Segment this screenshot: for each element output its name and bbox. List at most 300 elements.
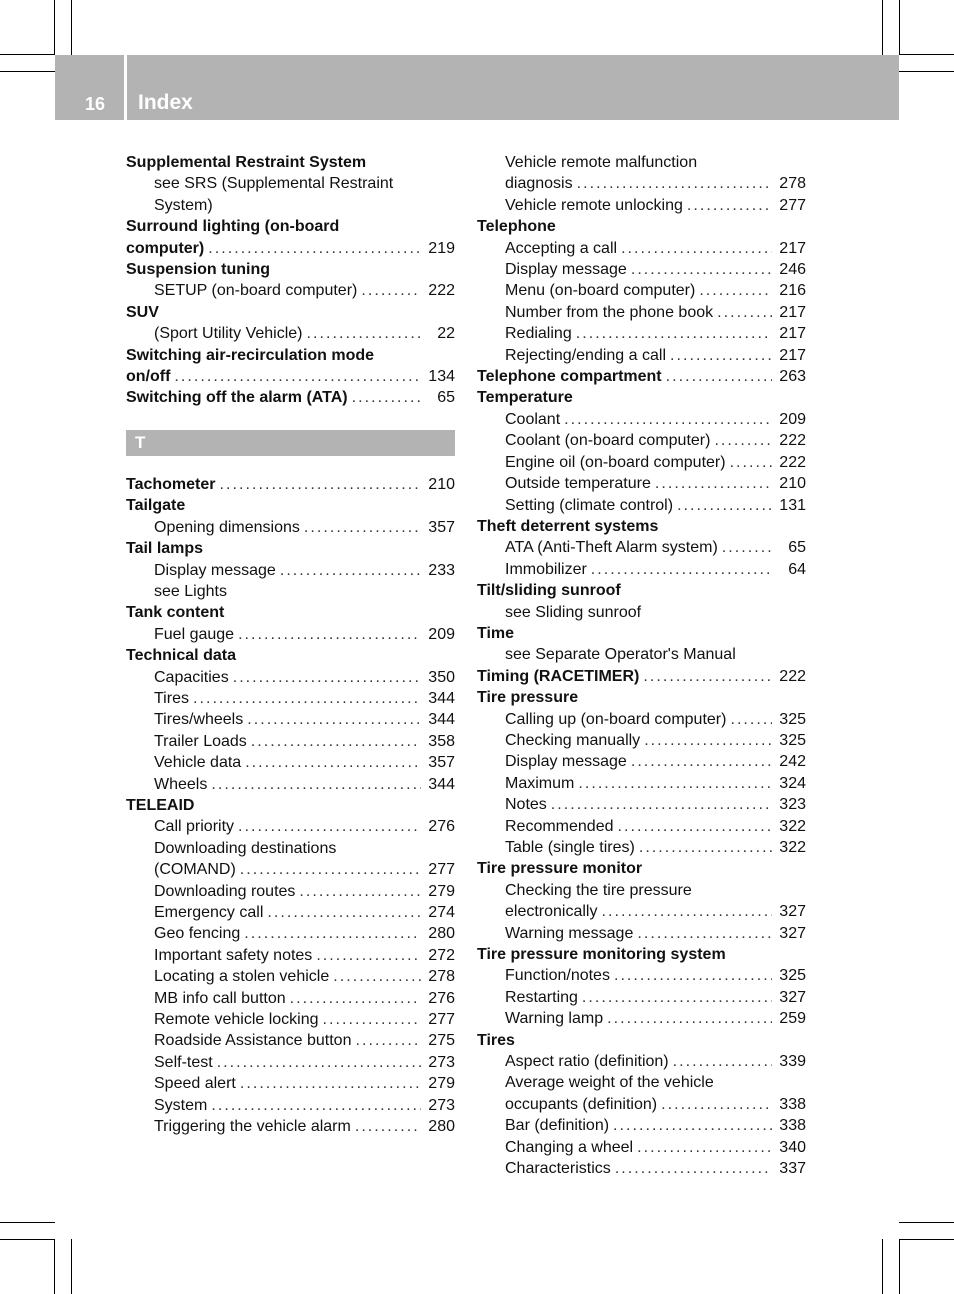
index-heading: Surround lighting (on-board	[126, 218, 340, 236]
crop-mark	[899, 71, 954, 72]
page-ref: 246	[779, 261, 806, 279]
index-entry[interactable]	[477, 323, 806, 344]
crop-mark	[0, 71, 55, 72]
entry-label: Opening dimensions	[154, 518, 300, 536]
index-entry[interactable]	[477, 837, 806, 858]
page-ref: 65	[788, 539, 806, 557]
page-ref: 233	[428, 561, 455, 579]
leader-dots	[244, 923, 421, 944]
crop-mark	[54, 1239, 55, 1294]
leader-dots	[730, 452, 772, 473]
leader-dots	[714, 430, 772, 451]
page-ref: 131	[779, 496, 806, 514]
page-ref: 209	[779, 410, 806, 428]
entry-label: Switching off the alarm (ATA)	[126, 389, 348, 407]
page-ref: 277	[428, 861, 455, 879]
page-ref: 327	[779, 924, 806, 942]
entry-label: Fuel gauge	[154, 625, 235, 643]
page-ref: 274	[428, 904, 455, 921]
index-entry[interactable]	[477, 901, 806, 922]
see-reference[interactable]: see Lights	[154, 582, 227, 600]
index-heading: Tail lamps	[126, 540, 204, 558]
leader-dots	[217, 1052, 421, 1073]
index-entry[interactable]	[126, 859, 455, 880]
page-ref: 280	[428, 1118, 455, 1136]
leader-dots	[355, 1116, 421, 1137]
index-entry[interactable]	[477, 794, 806, 815]
index-entry[interactable]	[126, 816, 455, 837]
leader-dots	[316, 945, 421, 966]
index-entry[interactable]	[126, 1030, 455, 1051]
index-entry[interactable]	[477, 345, 806, 366]
page-ref: 217	[779, 346, 806, 364]
index-entry[interactable]	[477, 1008, 806, 1029]
index-heading: Telephone	[477, 218, 556, 236]
page-ref: 273	[428, 1053, 455, 1071]
entry-label: Display message	[505, 261, 627, 279]
crop-mark	[882, 0, 883, 55]
page-ref: 337	[779, 1160, 806, 1178]
page-ref: 339	[779, 1053, 806, 1071]
index-entry[interactable]	[477, 559, 806, 580]
header-divider	[124, 55, 127, 120]
index-heading: TELEAID	[126, 796, 195, 814]
entry-label: Number from the phone book	[505, 303, 714, 321]
entry-label: Remote vehicle locking	[154, 1011, 319, 1029]
page-ref: 357	[428, 518, 455, 536]
entry-label: Display message	[154, 561, 276, 579]
page-header	[55, 55, 899, 120]
entry-label: Changing a wheel	[505, 1138, 634, 1156]
leader-dots	[193, 688, 421, 709]
index-entry[interactable]	[477, 409, 806, 430]
entry-label: Redialing	[505, 325, 572, 343]
leader-dots	[299, 881, 421, 902]
crop-mark	[899, 54, 954, 55]
index-entry[interactable]	[477, 1137, 806, 1158]
entry-label: Bar (definition)	[505, 1117, 610, 1135]
page-ref: 275	[428, 1032, 455, 1050]
index-entry[interactable]	[477, 430, 806, 451]
entry-label: occupants (definition)	[505, 1095, 658, 1113]
entry-label: Engine oil (on-board computer)	[505, 453, 726, 471]
entry-label: Warning message	[505, 924, 634, 942]
entry-label: Rejecting/ending a call	[505, 346, 666, 364]
entry-label: Average weight of the vehicle	[505, 1074, 714, 1092]
index-entry[interactable]	[477, 195, 806, 216]
page-ref: 65	[437, 389, 455, 407]
index-entry[interactable]	[126, 1052, 455, 1073]
page-ref: 325	[779, 710, 806, 728]
entry-label: Tachometer	[126, 475, 216, 493]
entry-label: Maximum	[505, 774, 575, 792]
page-ref: 273	[428, 1096, 455, 1114]
entry-label: Calling up (on-board computer)	[505, 710, 727, 728]
page-ref: 277	[428, 1011, 455, 1029]
index-entry[interactable]	[126, 688, 455, 709]
index-entry[interactable]	[126, 966, 455, 987]
index-entry[interactable]	[477, 987, 806, 1008]
index-entry[interactable]	[126, 517, 455, 538]
entry-label: MB info call button	[154, 989, 286, 1007]
entry-label: Geo fencing	[154, 925, 241, 943]
leader-dots	[643, 666, 772, 687]
entry-label: Vehicle remote unlocking	[505, 196, 683, 214]
page-ref: 338	[779, 1095, 806, 1113]
page-ref: 278	[779, 175, 806, 193]
index-entry[interactable]	[126, 1009, 455, 1030]
index-entry[interactable]	[126, 667, 455, 688]
entry-label: Downloading routes	[154, 882, 296, 900]
leader-dots	[661, 1094, 772, 1115]
index-entry[interactable]	[126, 881, 455, 902]
leader-dots	[220, 474, 421, 495]
index-entry[interactable]	[477, 1094, 806, 1115]
leader-dots	[280, 560, 421, 581]
page-ref: 209	[428, 625, 455, 643]
index-entry[interactable]	[126, 752, 455, 773]
entry-label: Characteristics	[505, 1160, 611, 1178]
page-ref: 22	[437, 325, 455, 343]
index-entry[interactable]	[126, 731, 455, 752]
index-entry[interactable]	[477, 1158, 806, 1179]
index-entry[interactable]	[126, 1116, 455, 1137]
index-entry[interactable]	[477, 302, 806, 323]
leader-dots	[251, 731, 421, 752]
leader-dots	[355, 1030, 421, 1051]
entry-label: Aspect ratio (definition)	[505, 1053, 669, 1071]
see-reference: see SRS (Supplemental Restraint	[154, 175, 394, 193]
entry-label: diagnosis	[505, 175, 573, 193]
index-entry[interactable]	[126, 238, 455, 259]
leader-dots	[607, 1008, 772, 1029]
page-ref: 222	[428, 282, 455, 300]
index-column-right	[477, 152, 806, 1180]
see-reference: System)	[154, 196, 213, 214]
leader-dots	[290, 988, 421, 1009]
entry-label: Call priority	[154, 818, 235, 836]
leader-dots	[240, 1073, 421, 1094]
leader-dots	[730, 709, 772, 730]
leader-dots	[631, 259, 772, 280]
leader-dots	[238, 816, 421, 837]
entry-label: Wheels	[154, 775, 208, 793]
entry-label: SETUP (on-board computer)	[154, 282, 358, 300]
entry-label: Vehicle remote malfunction	[505, 154, 698, 171]
leader-dots	[361, 280, 421, 301]
index-entry[interactable]	[477, 923, 806, 944]
index-entry[interactable]	[477, 259, 806, 280]
page-ref: 344	[428, 689, 455, 707]
leader-dots	[639, 837, 772, 858]
index-entry[interactable]	[477, 1115, 806, 1136]
page-ref: 279	[428, 882, 455, 900]
leader-dots	[577, 173, 772, 194]
leader-dots	[238, 624, 421, 645]
page-ref: 277	[779, 196, 806, 214]
index-entry[interactable]	[477, 666, 806, 687]
index-entry[interactable]	[126, 323, 455, 344]
index-entry[interactable]	[126, 945, 455, 966]
entry-label: Coolant (on-board computer)	[505, 432, 711, 450]
page-ref: 358	[428, 732, 455, 750]
index-entry[interactable]	[126, 902, 455, 923]
leader-dots	[352, 387, 421, 408]
leader-dots	[576, 323, 772, 344]
entry-label: ATA (Anti-Theft Alarm system)	[505, 539, 718, 557]
entry-label: Notes	[505, 796, 547, 814]
crop-mark	[0, 54, 55, 55]
leader-dots	[655, 473, 772, 494]
page-number: 16	[85, 94, 106, 114]
leader-dots	[614, 965, 772, 986]
entry-label: Tires	[154, 689, 189, 707]
page-ref: 327	[779, 903, 806, 921]
page-ref: 278	[428, 968, 455, 986]
page-ref: 325	[779, 731, 806, 749]
page-ref: 217	[779, 325, 806, 343]
page-ref: 322	[779, 817, 806, 835]
page-ref: 350	[428, 668, 455, 686]
leader-dots	[174, 366, 421, 387]
page-ref: 344	[428, 775, 455, 793]
entry-label: Checking the tire pressure	[505, 881, 692, 899]
entry-label: (Sport Utility Vehicle)	[154, 325, 303, 343]
index-entry[interactable]	[126, 387, 455, 408]
index-entry[interactable]	[477, 816, 806, 837]
page-ref: 357	[428, 754, 455, 772]
entry-label: Outside temperature	[505, 475, 651, 493]
entry-label: Trailer Loads	[154, 732, 247, 750]
index-entry[interactable]	[126, 560, 455, 581]
index-heading: SUV	[126, 303, 159, 321]
leader-dots	[722, 537, 772, 558]
page-ref: 64	[788, 560, 806, 578]
leader-dots	[333, 966, 421, 987]
entry-label: Accepting a call	[505, 239, 618, 257]
leader-dots	[564, 409, 772, 430]
page-ref: 323	[779, 796, 806, 814]
crop-mark	[0, 1222, 55, 1223]
index-entry[interactable]	[477, 709, 806, 730]
page-ref: 325	[779, 967, 806, 985]
leader-dots	[644, 730, 772, 751]
index-heading: Supplemental Restraint System	[126, 154, 367, 171]
leader-dots	[240, 859, 421, 880]
crop-mark	[899, 1239, 900, 1294]
leader-dots	[637, 1137, 772, 1158]
index-column-left	[126, 152, 455, 1137]
index-entry[interactable]	[477, 751, 806, 772]
entry-label: Vehicle data	[154, 754, 242, 772]
crop-mark	[899, 0, 900, 55]
entry-label: (COMAND)	[154, 861, 236, 879]
page-ref: 219	[428, 239, 455, 257]
leader-dots	[666, 366, 772, 387]
crop-mark	[899, 1222, 954, 1223]
page-ref: 210	[779, 475, 806, 493]
entry-label: Warning lamp	[505, 1010, 604, 1028]
index-entry[interactable]	[126, 1095, 455, 1116]
index-entry[interactable]	[126, 923, 455, 944]
index-heading: Tire pressure	[477, 689, 579, 707]
crop-mark	[0, 1239, 55, 1240]
page-ref: 279	[428, 1075, 455, 1093]
leader-dots	[323, 1009, 421, 1030]
leader-dots	[717, 302, 772, 323]
index-entry[interactable]	[477, 280, 806, 301]
page-ref: 280	[428, 925, 455, 943]
entry-label: Telephone compartment	[477, 368, 662, 386]
page-ref: 222	[779, 453, 806, 471]
page-ref: 276	[428, 989, 455, 1007]
leader-dots	[699, 280, 772, 301]
index-heading: Time	[477, 624, 515, 642]
index-heading: Tank content	[126, 604, 225, 622]
index-entry[interactable]	[477, 537, 806, 558]
index-entry[interactable]	[477, 366, 806, 387]
page-ref: 324	[779, 774, 806, 792]
page-ref: 272	[428, 946, 455, 964]
leader-dots	[582, 987, 772, 1008]
page-ref: 263	[779, 368, 806, 386]
entry-label: Coolant	[505, 410, 561, 428]
entry-label: Emergency call	[154, 904, 264, 921]
entry-label: Timing (RACETIMER)	[477, 667, 640, 685]
entry-label: Recommended	[505, 817, 614, 835]
index-entry[interactable]	[126, 774, 455, 795]
index-entry[interactable]	[477, 473, 806, 494]
index-entry[interactable]	[126, 280, 455, 301]
page-ref: 134	[428, 368, 455, 386]
page-ref: 216	[779, 282, 806, 300]
entry-label: Locating a stolen vehicle	[154, 968, 330, 986]
leader-dots	[637, 923, 772, 944]
leader-dots	[233, 667, 421, 688]
entry-label: Function/notes	[505, 967, 610, 985]
page-ref: 242	[779, 753, 806, 771]
index-entry[interactable]	[477, 452, 806, 473]
page-ref: 340	[779, 1138, 806, 1156]
index-entry[interactable]	[477, 238, 806, 259]
leader-dots	[211, 774, 421, 795]
leader-dots	[267, 902, 421, 923]
index-entry[interactable]	[477, 730, 806, 751]
leader-dots	[601, 901, 772, 922]
leader-dots	[615, 1158, 772, 1179]
crop-mark	[71, 1239, 72, 1294]
index-heading: Tire pressure monitor	[477, 860, 643, 878]
see-reference[interactable]: see Sliding sunroof	[505, 603, 642, 621]
entry-label: on/off	[126, 368, 171, 386]
index-heading: Suspension tuning	[126, 261, 270, 279]
leader-dots	[670, 345, 772, 366]
leader-dots	[211, 1095, 421, 1116]
leader-dots	[551, 794, 772, 815]
entry-label: Triggering the vehicle alarm	[154, 1118, 351, 1136]
entry-label: Menu (on-board computer)	[505, 282, 696, 300]
leader-dots	[631, 751, 772, 772]
page-ref: 344	[428, 711, 455, 729]
leader-dots	[245, 752, 421, 773]
leader-dots	[307, 323, 422, 344]
index-entry[interactable]	[126, 709, 455, 730]
entry-label: Downloading destinations	[154, 839, 337, 857]
leader-dots	[687, 195, 772, 216]
index-heading: Technical data	[126, 647, 236, 665]
section-letter-bar: T	[126, 430, 455, 456]
leader-dots	[304, 517, 421, 538]
index-entry[interactable]	[126, 1073, 455, 1094]
index-entry[interactable]	[126, 624, 455, 645]
entry-label: Roadside Assistance button	[154, 1032, 352, 1050]
index-heading: Theft deterrent systems	[477, 517, 659, 535]
page-ref: 327	[779, 988, 806, 1006]
page-ref: 210	[428, 475, 455, 493]
entry-label: Tires/wheels	[154, 711, 244, 729]
index-heading: Tire pressure monitoring system	[477, 946, 726, 964]
index-heading: Temperature	[477, 389, 573, 407]
page-ref: 259	[779, 1010, 806, 1028]
entry-label: electronically	[505, 903, 598, 921]
entry-label: Setting (climate control)	[505, 496, 674, 514]
crop-mark	[71, 0, 72, 55]
leader-dots	[677, 495, 772, 516]
page-ref: 217	[779, 303, 806, 321]
index-heading: Tilt/sliding sunroof	[477, 582, 621, 600]
entry-label: Checking manually	[505, 731, 641, 749]
crop-mark	[882, 1239, 883, 1294]
index-entry[interactable]	[477, 495, 806, 516]
entry-label: Important safety notes	[154, 946, 313, 964]
index-entry[interactable]	[126, 366, 455, 387]
page-ref: 276	[428, 818, 455, 836]
see-reference[interactable]: see Separate Operator's Manual	[505, 646, 736, 664]
leader-dots	[613, 1115, 772, 1136]
index-entry[interactable]	[126, 988, 455, 1009]
entry-label: Restarting	[505, 988, 578, 1006]
index-entry[interactable]	[477, 1051, 806, 1072]
leader-dots	[591, 559, 772, 580]
entry-label: computer)	[126, 239, 205, 257]
entry-label: System	[154, 1096, 208, 1114]
index-entry[interactable]	[477, 173, 806, 194]
entry-label: Display message	[505, 753, 627, 771]
leader-dots	[247, 709, 421, 730]
index-entry[interactable]	[477, 773, 806, 794]
leader-dots	[578, 773, 772, 794]
index-entry[interactable]	[126, 474, 455, 495]
leader-dots	[208, 238, 421, 259]
crop-mark	[899, 1239, 954, 1240]
entry-label: Speed alert	[154, 1075, 236, 1093]
page-title: Index	[138, 91, 193, 114]
index-entry[interactable]	[477, 965, 806, 986]
leader-dots	[673, 1051, 772, 1072]
page-ref: 322	[779, 839, 806, 856]
page-ref: 222	[779, 667, 806, 685]
entry-label: Table (single tires)	[505, 839, 635, 856]
page-ref: 338	[779, 1117, 806, 1135]
index-heading: Switching air-recirculation mode	[126, 346, 375, 364]
index-heading: Tailgate	[126, 497, 186, 515]
entry-label: Self-test	[154, 1053, 213, 1071]
leader-dots	[621, 238, 772, 259]
entry-label: Capacities	[154, 668, 229, 686]
page-ref: 222	[779, 432, 806, 450]
leader-dots	[618, 816, 773, 837]
page-ref: 217	[779, 239, 806, 257]
